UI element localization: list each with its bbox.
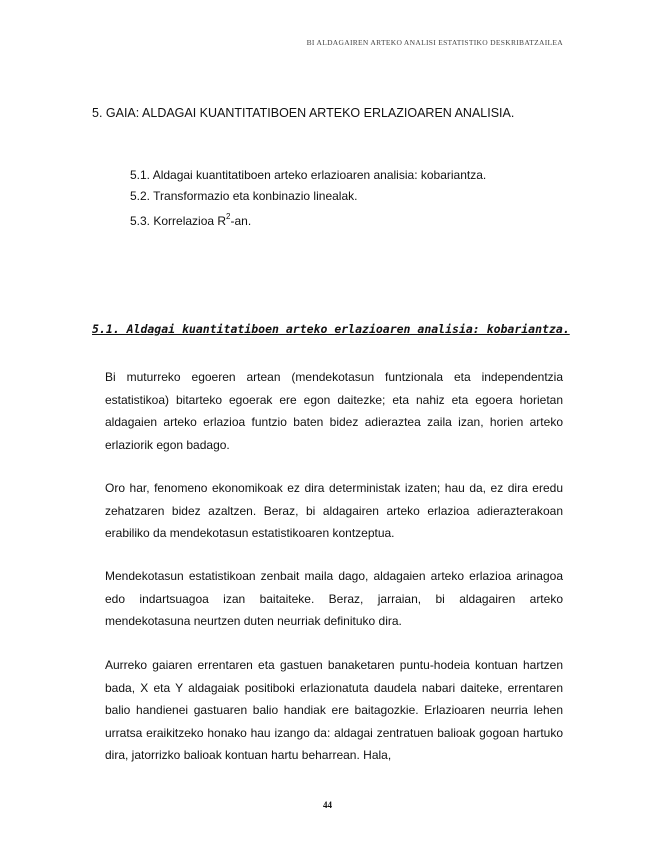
toc-item-5-3-superscript: 2 (226, 212, 231, 221)
paragraph-4: Aurreko gaiaren errentaren eta gastuen banaketaren puntu-hodeia kontuan hartzen bada, X eta Y aldagaiak positiboki erlazionatuta daudela nabari daiteke, errentaren balio handienei gastuaren balio handiak ere baitagozkie. Erlazioaren neurria lehen urratsa eraikitzeko honako hau izango da: aldagai zentratuen balioak gogoan hartuko dira, jatorrizko balioak kontuan hartu beharrean. Hala, (105, 658, 563, 762)
toc-item-5-3-suffix: -an. (230, 214, 252, 228)
running-header: BI ALDAGAIREN ARTEKO ANALISI ESTATISTIKO DESKRIBATZAILEA (306, 38, 563, 47)
toc-item-5-3 (130, 207, 486, 232)
section-heading: 5.1. Aldagai kuantitatiboen arteko erlazioaren analisia: kobariantza. (92, 322, 570, 336)
paragraph-2: Oro har, fenomeno ekonomikoak ez dira deterministak izaten; hau da, ez dira eredu zehatzaren bidez azaltzen. Beraz, bi aldagairen arteko erlazioa adierazterakoan erabiliko da mendekotasun estatistikoaren kontzeptua. (105, 481, 563, 540)
page-number: 44 (323, 800, 332, 810)
toc-item-5-1: 5.1. Aldagai kuantitatiboen arteko erlazioaren analisia: kobariantza. (130, 168, 487, 182)
toc-item-5-3-text: 5.3. Korrelazioa R (130, 214, 227, 228)
chapter-title: 5. GAIA: ALDAGAI KUANTITATIBOEN ARTEKO ERLAZIOAREN ANALISIA. (92, 106, 515, 120)
table-of-contents (130, 165, 486, 232)
paragraph-1: Bi muturreko egoeren artean (mendekotasun funtzionala eta independentzia estatistikoa) bitarteko egoerak ere egon daitezke; eta nahiz eta egoera horietan aldagaien arteko erlazioa funtzio baten bidez adieraztea zaila izan, horien arteko erlaziorik egon badago. (105, 370, 563, 452)
toc-item-5-2: 5.2. Transformazio eta konbinazio linealak. (130, 189, 358, 203)
paragraph-3: Mendekotasun estatistikoan zenbait maila dago, aldagaien arteko erlazioa arinagoa edo indartsuagoa izan baitaiteke. Beraz, jarraian, bi aldagairen arteko mendekotasuna neurtzen duten neurriak definituko dira. (105, 569, 563, 628)
